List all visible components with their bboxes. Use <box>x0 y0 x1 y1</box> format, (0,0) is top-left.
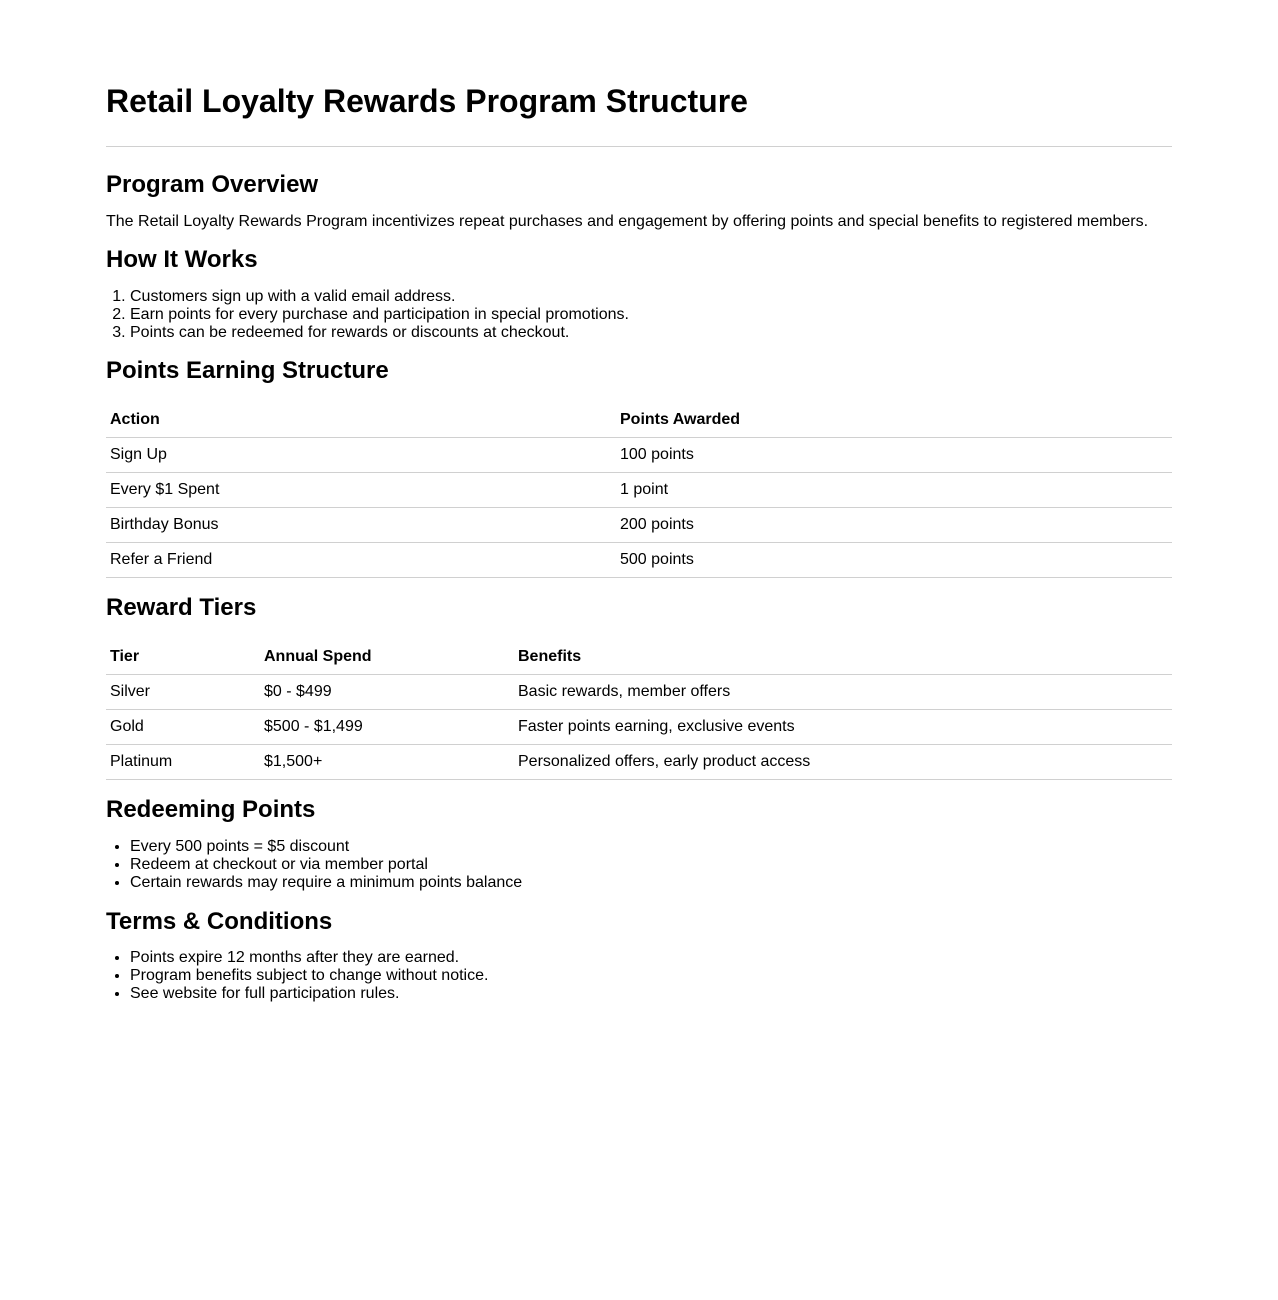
table-row <box>106 710 1172 745</box>
table-row <box>106 473 1172 508</box>
list-item: • Every 500 points = $5 discount <box>130 838 1172 856</box>
list-item: • Program benefits subject to change without notice. <box>130 967 1172 985</box>
table-row <box>106 543 1172 578</box>
annual-spend-cell: $500 - $1,499 <box>260 710 514 745</box>
document-page <box>106 0 1172 1003</box>
action-cell: Refer a Friend <box>106 543 616 578</box>
table-row <box>106 675 1172 710</box>
points-cell: 500 points <box>616 543 1172 578</box>
benefits-cell: Personalized offers, early product access <box>514 745 1172 780</box>
terms-list <box>106 949 1172 1003</box>
table-row <box>106 438 1172 473</box>
list-item: • Redeem at checkout or via member portal <box>130 856 1172 874</box>
points-cell: 200 points <box>616 508 1172 543</box>
column-header-tier: Tier <box>106 639 260 675</box>
column-header-annual-spend: Annual Spend <box>260 639 514 675</box>
points-earning-table <box>106 402 1172 578</box>
how-it-works-heading: How It Works <box>106 246 258 273</box>
column-header-action: Action <box>106 402 616 438</box>
list-item: • See website for full participation rules. <box>130 985 1172 1003</box>
points-cell: 1 point <box>616 473 1172 508</box>
column-header-points: Points Awarded <box>616 402 1172 438</box>
tier-cell: Platinum <box>106 745 260 780</box>
reward-tiers-table <box>106 639 1172 780</box>
list-item: • Points expire 12 months after they are earned. <box>130 949 1172 967</box>
terms-heading: Terms & Conditions <box>106 908 333 935</box>
table-row <box>106 508 1172 543</box>
table-header-row <box>106 402 1172 438</box>
overview-heading: Program Overview <box>106 171 319 198</box>
column-header-benefits: Benefits <box>514 639 1172 675</box>
step-item: 1. Customers sign up with a valid email address. <box>130 288 1172 306</box>
list-item: • Certain rewards may require a minimum points balance <box>130 874 1172 892</box>
overview-text: The Retail Loyalty Rewards Program incentivizes repeat purchases and engagement by offering points and special benefits to registered members. <box>106 213 1149 230</box>
points-cell: 100 points <box>616 438 1172 473</box>
annual-spend-cell: $1,500+ <box>260 745 514 780</box>
title-divider <box>106 146 1172 147</box>
benefits-cell: Basic rewards, member offers <box>514 675 1172 710</box>
tier-cell: Gold <box>106 710 260 745</box>
how-it-works-steps <box>106 288 1172 342</box>
table-header-row <box>106 639 1172 675</box>
step-item: 2. Earn points for every purchase and participation in special promotions. <box>130 306 1172 324</box>
points-earning-heading: Points Earning Structure <box>106 357 389 384</box>
redeeming-heading: Redeeming Points <box>106 796 316 823</box>
redeeming-list <box>106 838 1172 892</box>
step-item: 3. Points can be redeemed for rewards or discounts at checkout. <box>130 324 1172 342</box>
table-row <box>106 745 1172 780</box>
benefits-cell: Faster points earning, exclusive events <box>514 710 1172 745</box>
action-cell: Birthday Bonus <box>106 508 616 543</box>
page-title: Retail Loyalty Rewards Program Structure <box>106 83 748 119</box>
annual-spend-cell: $0 - $499 <box>260 675 514 710</box>
action-cell: Sign Up <box>106 438 616 473</box>
tier-cell: Silver <box>106 675 260 710</box>
action-cell: Every $1 Spent <box>106 473 616 508</box>
reward-tiers-heading: Reward Tiers <box>106 594 257 621</box>
